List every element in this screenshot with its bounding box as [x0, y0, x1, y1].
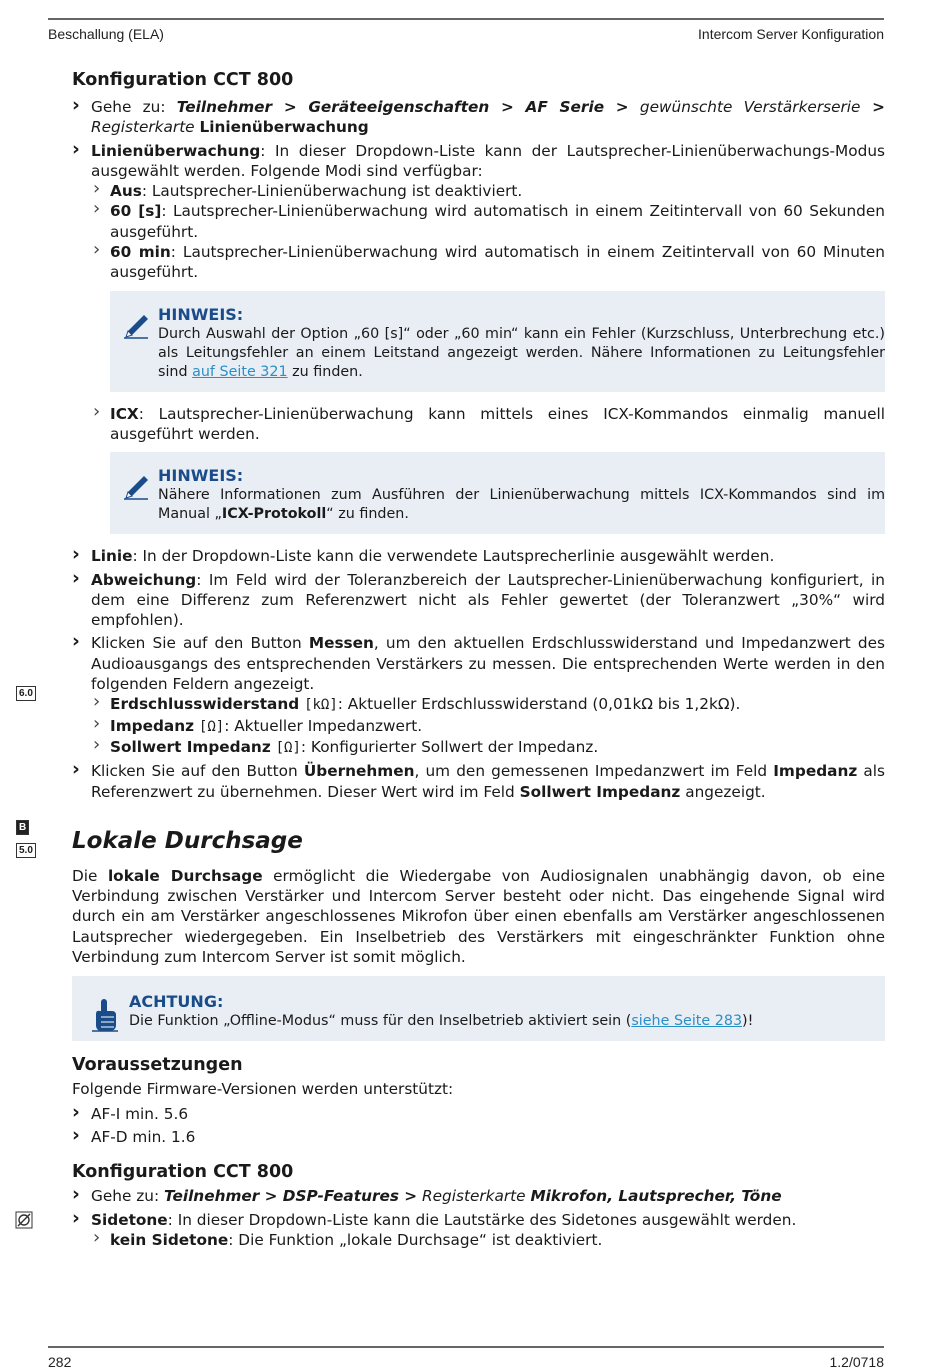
list-item-linienueberwachung: › Linienüberwachung: In dieser Dropdown-Liste kann der Lautsprecher-Linienüberwachungs-Modus ausgewählt werden. Folgende Modi sind verfügbar: › Aus: Lautsprecher-Linienüberwachung ist deaktiviert. › 60 [s]: Lautsprecher-Linienüberwachung wird automatisch in einem Zeitintervall von 60 Sekunden ausgeführt. › 60 min: Lautsprecher-Linienüberwachung wird automatisch in einem Zeitintervall von 60 Minuten ausgeführt. HINWEIS: Durch Auswahl der Option „60 [s]“ oder „60 min“ kann ein Fehler (Kurzschluss, Unterbrechung etc.) als Leitungsfehler an einem Leitstand angezeigt werden. Nähere Informationen zu Leitungsfehler sind auf Seite 321 zu finden. › ICX: Lautsprecher-Linienüberwachung kann mittels eines ICX-Kommandos einmalig manuell ausgeführt werden. HINWEIS: Nähere Informationen zum Ausführen der Linienüberwachung mittels ICX-Kommandos sind im Manual „ICX-Protokoll“ zu finden.: [72, 141, 885, 535]
list-item-sidetone-option: › kein Sidetone: Die Funktion „lokale Durchsage“ ist deaktiviert.: [91, 1230, 885, 1250]
caution-text: Die Funktion „Offline-Modus“ muss für den Inselbetrieb aktiviert sein (siehe Seite 283)!: [129, 1013, 754, 1030]
list-item-linie: › Linie: In der Dropdown-Liste kann die verwendete Lautsprecherlinie ausgewählt werden.: [72, 546, 885, 566]
list-item-field: › Erdschlusswiderstand [kΩ]: Aktueller Erdschlusswiderstand (0,01kΩ bis 1,2kΩ).: [91, 694, 885, 715]
list-item-messen: › Klicken Sie auf den Button Messen, um den aktuellen Erdschlusswiderstand und Impedanzwert des Audioausgangs des entsprechenden Verstärkers zu messen. Die entsprechenden Werte werden in den folgenden Feldern angezeigt. › Erdschlusswiderstand [kΩ]: Aktueller Erdschlusswiderstand (0,01kΩ bis 1,2kΩ). › Impedanz [Ω]: Aktueller Impedanzwert. › Sollwert Impedanz [Ω]: Konfigurierter Sollwert der Impedanz.: [72, 633, 885, 758]
caution-box: [72, 976, 885, 1041]
section-title-konfiguration: Konfiguration CCT 800: [72, 70, 294, 90]
list-item-mode: › 60 [s]: Lautsprecher-Linienüberwachung wird automatisch in einem Zeitintervall von 60 Sekunden ausgeführt.: [91, 201, 885, 242]
page-footer: [48, 1346, 884, 1370]
section-title-voraussetzungen: Voraussetzungen: [72, 1055, 243, 1076]
list-item-mode: › 60 min: Lautsprecher-Linienüberwachung wird automatisch in einem Zeitintervall von 60 Minuten ausgeführt.: [91, 242, 885, 283]
list-item-version: › AF-D min. 1.6: [72, 1127, 885, 1147]
sidetone-options: [91, 1230, 885, 1250]
requirements-text: Folgende Firmware-Versionen werden unterstützt:: [72, 1080, 454, 1099]
page-content: [72, 68, 885, 1253]
caution-title: ACHTUNG:: [129, 992, 224, 1012]
intro-paragraph: Die lokale Durchsage ermöglicht die Wiedergabe von Audiosignalen unabhängig davon, ob eine Verbindung zwischen Verstärker und Intercom Server besteht oder nicht. Das eingehende Signal wird durch ein am Verstärker angeschlossenes Mikrofon über einen ebenfalls am Verstärker angeschlossenen Lautsprecher wiedergegeben. Ein Inselbetrieb des Verstärkers mit eingeschränkter Funktion ohne Verbindung zum Intercom Server ist somit möglich.: [72, 866, 885, 967]
page-link-283[interactable]: siehe Seite 283: [631, 1013, 743, 1030]
header-section: Intercom Server Konfiguration: [698, 26, 884, 42]
section-title-lokale-durchsage: Lokale Durchsage: [72, 827, 303, 854]
note-text: Durch Auswahl der Option „60 [s]“ oder „60 min“ kann ein Fehler (Kurzschluss, Unterbrechung etc.) als Leitungsfehler an einem Leitstand angezeigt werden. Nähere Informationen zu Leitungsfehler sind auf Seite 321 zu finden.: [158, 325, 885, 380]
version-marker-6-0: 6.0: [16, 686, 36, 701]
list-item-field: › Sollwert Impedanz [Ω]: Konfigurierter Sollwert der Impedanz.: [91, 737, 885, 758]
list-item-goto: › Gehe zu: Teilnehmer > Geräteeigenschaften > AF Serie > gewünschte Verstärkerserie > Registerkarte Linienüberwachung: [72, 97, 885, 138]
list-item-goto: › Gehe zu: Teilnehmer > DSP-Features > Registerkarte Mikrofon, Lautsprecher, Töne: [72, 1186, 885, 1206]
note-title: HINWEIS:: [158, 466, 244, 486]
list-item-mode-icx: › ICX: Lautsprecher-Linienüberwachung kann mittels eines ICX-Kommandos einmalig manuell ausgeführt werden.: [91, 404, 885, 445]
list-item-abweichung: › Abweichung: Im Feld wird der Toleranzbereich der Lautsprecher-Linienüberwachung konfiguriert, in dem eine Differenz zum Referenzwert nicht als Fehler gewertet (der Toleranzwert „30%“ wird empfohlen).: [72, 570, 885, 631]
version-marker-b: B: [16, 820, 29, 835]
list-item-sidetone: › Sidetone: In dieser Dropdown-Liste kann die Lautstärke des Sidetones ausgewählt werden. › kein Sidetone: Die Funktion „lokale Durchsage“ ist deaktiviert.: [72, 1210, 885, 1251]
note-title: HINWEIS:: [158, 304, 244, 324]
page-number: 282: [48, 1354, 72, 1370]
list-item-uebernehmen: › Klicken Sie auf den Button Übernehmen, um den gemessenen Impedanzwert im Feld Impedanz als Referenzwert zu übernehmen. Dieser Wert wird im Feld Sollwert Impedanz angezeigt.: [72, 761, 885, 802]
note-box-hinweis-icx: [110, 452, 885, 534]
config-steps-2: [72, 1186, 885, 1250]
fields-list: [91, 694, 885, 758]
not-available-icon: [15, 1211, 33, 1229]
config-steps: [72, 97, 885, 802]
warning-hand-icon: [92, 998, 118, 1032]
header-chapter: Beschallung (ELA): [48, 26, 164, 42]
list-item-field: › Impedanz [Ω]: Aktueller Impedanzwert.: [91, 716, 885, 737]
note-text: Nähere Informationen zum Ausführen der Linienüberwachung mittels ICX-Kommandos sind im Manual „ICX-Protokoll“ zu finden.: [158, 487, 885, 523]
note-box-hinweis: [110, 291, 885, 392]
modes-list: [91, 181, 885, 282]
list-item-mode: › Aus: Lautsprecher-Linienüberwachung ist deaktiviert.: [91, 181, 885, 201]
versions-list: [72, 1104, 885, 1148]
pencil-icon: [122, 309, 152, 339]
list-item-version: › AF-I min. 5.6: [72, 1104, 885, 1124]
document-version: 1.2/0718: [829, 1354, 884, 1370]
pencil-icon: [122, 470, 152, 500]
page-link-321[interactable]: auf Seite 321: [192, 363, 288, 380]
version-marker-5-0: 5.0: [16, 843, 36, 858]
page-header: [48, 18, 884, 42]
section-title-konfiguration-2: Konfiguration CCT 800: [72, 1162, 294, 1183]
